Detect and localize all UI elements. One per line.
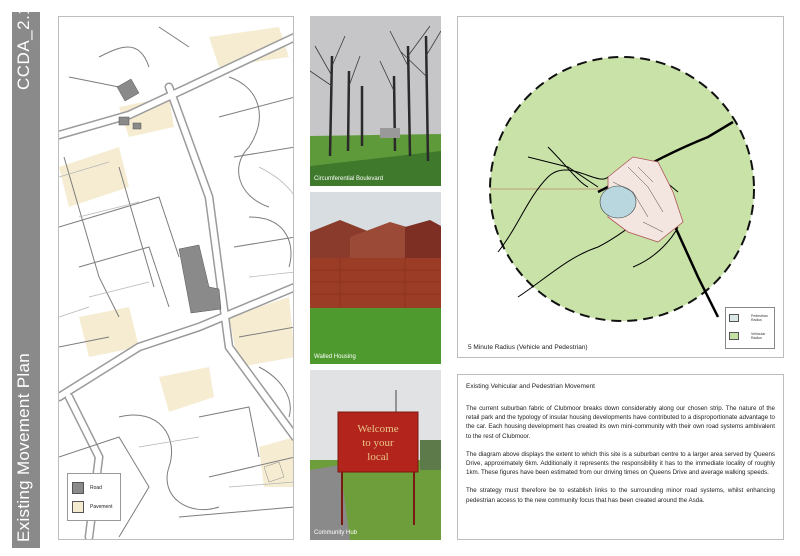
sign-line-1: Welcome: [357, 423, 399, 435]
photo-caption: Walled Housing: [314, 354, 356, 360]
movement-map: [58, 16, 294, 540]
description-paragraph: The current suburban fabric of Clubmoor breaks down considerably along our chosen strip. The nature of the retail park and the typology of insular housing developments have contributed to a disproportionate advantage to the car. Each housing development has created its own mini-community with their own road systems ambivalent to the rest of Clubmoor.: [466, 405, 775, 440]
legend-item-pavement: [72, 501, 113, 513]
description-paragraph: The strategy must therefore be to establish links to the surrounding minor road systems, whilst enhancing pedestrian access to the new community focus that has been created around the Asda.: [466, 487, 775, 504]
description-panel: [457, 374, 784, 540]
walled-housing-image: [310, 192, 441, 364]
radius-caption: 5 Minute Radius (Vehicle and Pedestrian): [468, 344, 588, 351]
legend-item-pedestrian: [729, 314, 769, 322]
sign-line-2: to your: [362, 437, 394, 449]
pavement-swatch: [72, 501, 84, 513]
pedestrian-swatch: [729, 314, 739, 322]
sign-line-3: local: [367, 451, 389, 463]
boulevard-image: [310, 16, 441, 186]
description-heading: Existing Vehicular and Pedestrian Movement: [466, 383, 595, 390]
photo-walled-housing: [310, 192, 441, 364]
legend-label: Vehicular Radius: [751, 332, 766, 340]
sheet-code: CCDA_2.1: [14, 4, 33, 90]
sheet-title: Existing Movement Plan: [14, 353, 33, 542]
title-sidebar: [12, 4, 40, 548]
road-swatch: [72, 482, 84, 494]
legend-label: Pedestrian Radius: [751, 314, 768, 322]
photo-boulevard: [310, 16, 441, 186]
map-legend: [67, 473, 121, 521]
photo-caption: Community Hub: [314, 530, 358, 536]
description-paragraph: The diagram above displays the extent to which this site is a suburban centre to a larger area served by Queens Drive, approximately 6km. Additionally it represents the responsibility it has to the immediate locality of roughly 1km. These figures have been estimated from our driving times on Queens Drive and average walking speeds.: [466, 450, 775, 477]
legend-item-road: [72, 482, 102, 494]
photo-community-hub: [310, 370, 441, 540]
radius-legend: [725, 307, 775, 349]
photo-caption: Circumferential Boulevard: [314, 176, 384, 182]
street-map-drawing: [59, 17, 294, 540]
vehicular-swatch: [729, 332, 739, 340]
legend-label: Pavement: [90, 504, 113, 510]
radius-diagram: [457, 16, 784, 358]
legend-label: Road: [90, 485, 102, 491]
community-hub-image: [310, 370, 441, 540]
legend-item-vehicular: [729, 332, 769, 340]
